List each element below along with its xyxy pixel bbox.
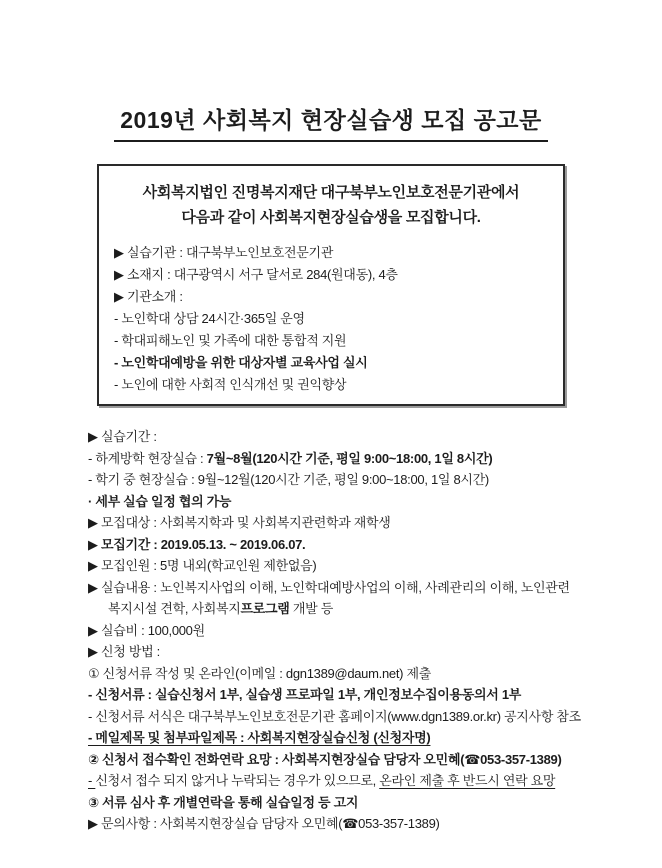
text-run: - (88, 773, 96, 788)
text-run: - 신청서류 : 실습신청서 1부, 실습생 프로파일 1부, 개인정보수집이용동의서 1부 (88, 687, 522, 702)
line-recruit-target (88, 512, 593, 534)
text-run: ▶ 실습기관 : 대구북부노인보호전문기관 (114, 245, 334, 260)
line-recruit-count (88, 555, 593, 577)
page-title: 2019년 사회복지 현장실습생 모집 공고문 (114, 102, 548, 142)
body-content (88, 426, 593, 835)
text-run: 복지시설 견학, 사회복지 (108, 601, 241, 616)
line-summer-practice (88, 448, 593, 470)
intro-box (97, 164, 565, 406)
line-schedule-note (88, 491, 593, 513)
line-apply-docs (88, 684, 593, 706)
text-run: 프로그램 (240, 601, 290, 616)
intro-heading-line2: 다음과 같이 사회복지현장실습생을 모집합니다. (181, 209, 481, 226)
text-run: - 노인학대예방을 위한 대상자별 교육사업 실시 (114, 355, 368, 370)
line-practice-period-heading (88, 426, 593, 448)
line-practice-fee (88, 620, 593, 642)
line-apply-step-2 (88, 749, 593, 771)
line-contact (88, 813, 593, 835)
text-run: - 학기 중 현장실습 : 9월~12월(120시간 기준, 평일 9:00~18:00, 1일 8시간) (88, 472, 489, 487)
org-info-list (114, 242, 548, 396)
line-org-intro-2 (114, 330, 548, 352)
text-run: - 하계방학 현장실습 : (88, 450, 207, 466)
line-recruit-period (88, 534, 593, 556)
line-apply-form-info (88, 706, 593, 728)
line-apply-step-1 (88, 663, 593, 685)
text-run: - 노인에 대한 사회적 인식개선 및 권익향상 (114, 377, 347, 392)
text-run: 온라인 제출 후 반드시 연락 요망 (379, 773, 556, 788)
text-run: 신청서 접수 되지 않거나 누락되는 경우가 있으므로, (95, 773, 380, 788)
text-run: ② 신청서 접수확인 전화연락 요망 : 사회복지현장실습 담당자 오민혜(☎053-357-1389) (88, 751, 562, 767)
line-mail-subject (88, 727, 593, 749)
line-semester-practice (88, 469, 593, 491)
line-practice-content (88, 577, 593, 620)
line-org-intro-4 (114, 374, 548, 396)
text-run: - 노인학대 상담 24시간·365일 운영 (114, 311, 305, 326)
text-run: - 학대피해노인 및 가족에 대한 통합적 지원 (114, 333, 347, 348)
line-org-intro-3 (114, 352, 548, 374)
text-run: 모집기간 : 2019.05.13. ~ 2019.06.07. (101, 536, 306, 552)
text-run: ① 신청서류 작성 및 온라인(이메일 : dgn1389@daum.net) 제출 (88, 665, 431, 681)
text-run: ③ 서류 심사 후 개별연락을 통해 실습일정 등 고지 (88, 794, 359, 810)
text-run: ▶ 신청 방법 : (88, 644, 160, 659)
line-practice-institution (114, 242, 548, 264)
intro-heading-line1: 사회복지법인 진명복지재단 대구북부노인보호전문기관에서 (142, 184, 520, 201)
text-run: ▶ 소재지 : 대구광역시 서구 달서로 284(원대동), 4층 (114, 267, 398, 282)
line-org-intro-heading (114, 286, 548, 308)
text-run: 7월~8월(120시간 기준, 평일 9:00~18:00, 1일 8시간) (206, 450, 493, 466)
text-run: · 세부 실습 일정 협의 가능 (88, 493, 232, 509)
text-run: - 신청서류 서식은 대구북부노인보호전문기관 홈페이지(www.dgn1389.or.kr) 공지사항 참조 (88, 708, 581, 724)
line-apply-step-3 (88, 792, 593, 814)
text-run: ▶ 모집인원 : 5명 내외(학교인원 제한없음) (88, 558, 317, 573)
line-apply-method-heading (88, 641, 593, 663)
text-run: ▶ 실습기간 : (88, 429, 157, 444)
text-run: ▶ 실습내용 : 노인복지사업의 이해, 노인학대예방사업의 이해, 사례관리의 이해, 노인관련 (88, 579, 570, 595)
text-run: ▶ (88, 536, 102, 552)
line-location (114, 264, 548, 286)
text-run: ▶ 모집대상 : 사회복지학과 및 사회복지관련학과 재학생 (88, 515, 391, 530)
text-run: ▶ 기관소개 : (114, 289, 183, 304)
title-row (0, 102, 662, 142)
text-run: 개발 등 (289, 601, 333, 616)
text-run: ▶ 문의사항 : 사회복지현장실습 담당자 오민혜(☎053-357-1389) (88, 816, 440, 831)
line-org-intro-1 (114, 308, 548, 330)
line-apply-caution (88, 770, 593, 792)
text-run: - 메일제목 및 첨부파일제목 : 사회복지현장실습신청 (신청자명) (88, 730, 431, 745)
text-run: ▶ 실습비 : 100,000원 (88, 622, 205, 638)
intro-heading (114, 180, 548, 230)
